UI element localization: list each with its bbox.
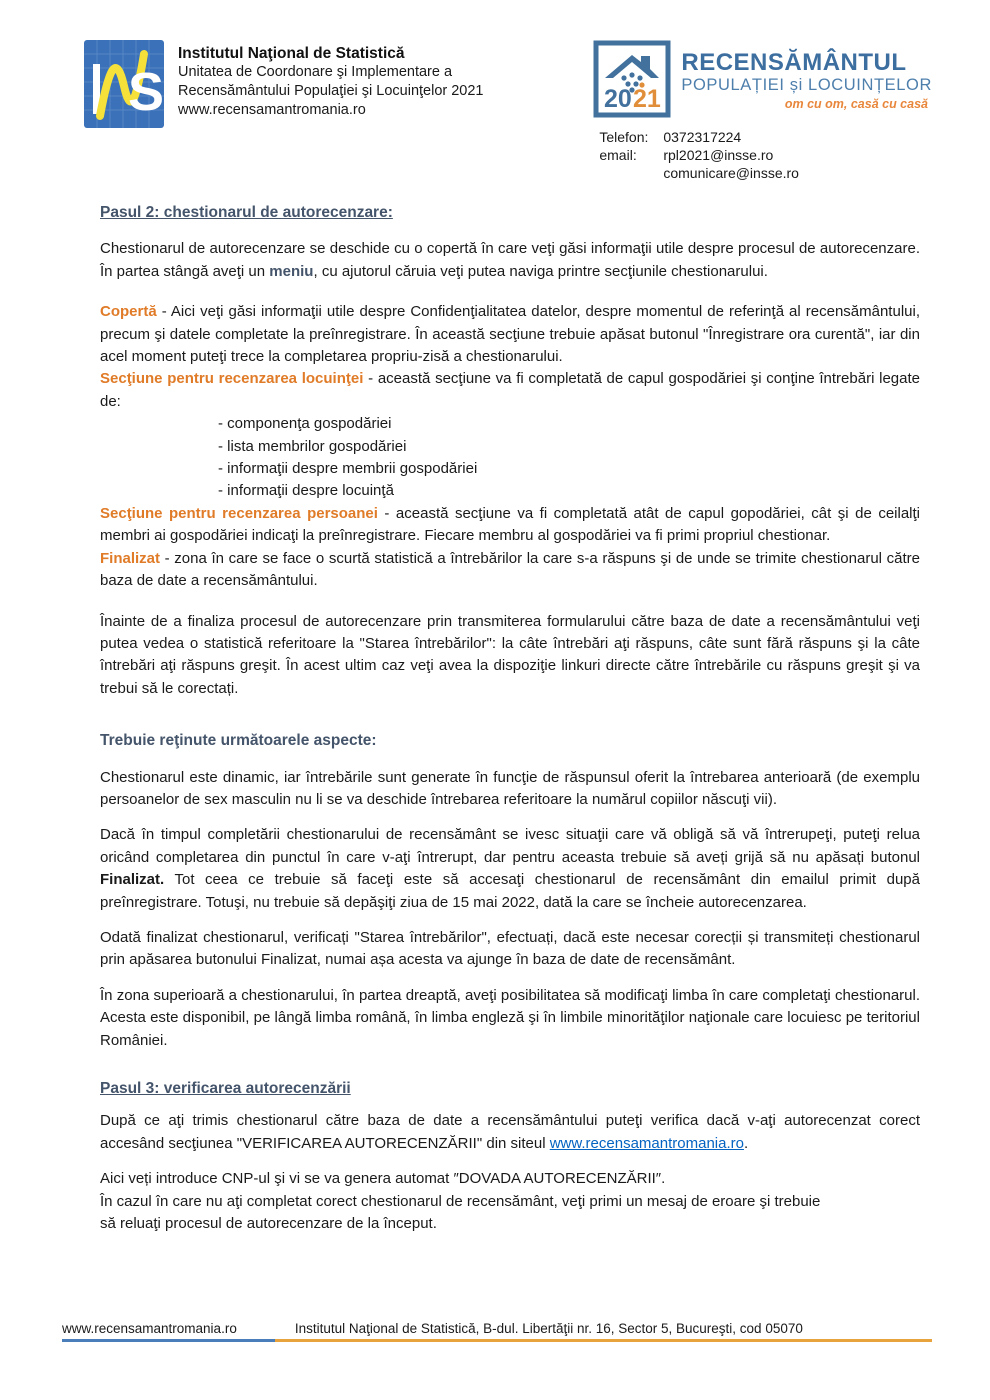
heading-step3: Pasul 3: verificarea autorecenzării	[100, 1080, 351, 1097]
email-address-1: rpl2021@insse.ro	[663, 147, 774, 163]
aspect-paragraph-4: În zona superioară a chestionarului, în partea dreaptă, aveţi posibilitatea să modificaţi limba în care completaţi chestionarul. Acesta este disponibil, pe lângă limba română, în limba engleză şi în limbile minorităţilor naţionale care locuiesc pe teritoriul României.	[100, 986, 920, 1049]
ins-header-text	[178, 40, 484, 182]
document-body	[0, 182, 990, 1235]
rpl-2021-logo-icon	[593, 40, 671, 118]
step3-paragraph-3a: În cazul în care nu aţi completat corect chestionarul de recensământ, veţi primi un mesaj de eroare şi trebuie	[100, 1192, 821, 1210]
aspect-paragraph-3: Odată finalizat chestionarul, verificați "Starea întrebărilor", efectuați, dacă este necesar corecții și transmiteți chestionarul prin apăsarea butonului Finalizat, numai așa acesta va ajunge în baza de date de recensământ.	[100, 928, 920, 969]
finalizat-bold-keyword: Finalizat.	[100, 871, 165, 889]
rpl-titles	[681, 40, 932, 111]
contact-block	[593, 128, 932, 182]
before-finalize-paragraph: Înainte de a finaliza procesul de autorecenzare prin transmiterea formularului către baza de date a recensământului veţi putea vedea o statistică referitoare la "Starea întrebărilor": la câte întrebări aţi răspuns, câte sunt fără răspuns şi la câte întrebări aţi răspuns greşit. În acest ultim caz veţi avea la dispoziţie linkuri directe către întrebările cu răspuns greşit şi va trebui să le corectați.	[100, 612, 920, 697]
section-finalizat	[100, 548, 920, 593]
step3-text-2: .	[743, 1134, 749, 1152]
rpl-subtitle: POPULAȚIEI și LOCUINȚELOR	[681, 76, 932, 94]
ins-header-block	[84, 40, 484, 182]
finalizat-text: - zona în care se face o scurtă statistică a întrebărilor la care s-a răspuns şi de unde se trimite chestionarul către baza de date a recensământului.	[100, 549, 920, 590]
locuinta-text: - această secţiune va fi completată de capul gospodăriei şi conţine întrebări legate de:	[100, 370, 920, 410]
finalizat-label: Finalizat	[100, 549, 161, 567]
rpl-header-block	[593, 40, 932, 182]
bullet-item: - componenţa gospodăriei	[218, 415, 392, 433]
bullet-item: - lista membrilor gospodăriei	[218, 437, 407, 455]
ins-line3: Recensământului Populaţiei şi Locuinţelor 2021	[178, 83, 484, 99]
page-footer	[62, 1321, 932, 1342]
heading-aspects: Trebuie reţinute următoarele aspecte:	[100, 732, 377, 750]
aspect-paragraph-1: Chestionarul este dinamic, iar întrebările sunt generate în funcţie de răspunsul oferit la întrebarea anterioară (de exemplu persoanelor de sex masculin nu li se va deschide întrebarea referitoare la numărul copiilor născuţi vii).	[100, 768, 920, 808]
rpl-tagline: om cu om, casă cu casă	[784, 97, 928, 111]
section-coperta	[100, 301, 920, 368]
step3-paragraph-2: Aici veți introduce CNP-ul şi vi se va genera automat ″DOVADA AUTORECENZĂRII″.	[100, 1170, 666, 1188]
coperta-text: - Aici veţi găsi informaţii utile despre Confidenţialitatea datelor, despre momentul de referinţă al recensământului, precum şi datele completate la preînregistrare. În această secţiune trebuie apăsat butonul "Înregistrare ora curentă", iar din acel moment puteţi trece la completarea propriu-zisă a chestionarului.	[100, 303, 920, 366]
page-header	[0, 0, 990, 182]
persoana-label: Secţiune pentru recenzarea persoanei	[100, 504, 378, 522]
section-locuinta	[100, 368, 920, 413]
locuinta-bullet-list	[100, 413, 920, 503]
footer-address: Institutul Naţional de Statistică, B-dul. Libertăţii nr. 16, Sector 5, Bucureşti, cod 05070	[294, 1321, 803, 1336]
step3-paragraph-3b: să reluaţi procesul de autorecenzare de la început.	[100, 1215, 437, 1233]
section-persoana	[100, 503, 920, 548]
bullet-item: - informaţii despre locuinţă	[218, 482, 394, 500]
aspect2-text-2: Tot ceea ce trebuie să faceţi este să accesaţi chestionarul de recensământ din emailul primit după preînregistrare. Totuşi, nu trebuie să depăşiţi ziua de 15 mai 2022, dată la care se încheie autorecenzarea.	[100, 871, 920, 911]
locuinta-label: Secţiune pentru recenzarea locuinţei	[100, 370, 364, 388]
footer-divider-line	[62, 1339, 932, 1342]
rpl-title: RECENSĂMÂNTUL	[681, 49, 907, 76]
phone-number: 0372317224	[663, 129, 742, 145]
ins-title: Institutul Naţional de Statistică	[178, 45, 405, 62]
intro-text-2: , cu ajutorul căruia veţi putea naviga printre secţiunile chestionarului.	[313, 262, 768, 280]
recensamant-link[interactable]: www.recensamantromania.ro	[549, 1134, 744, 1152]
step3-text-1: După ce aţi trimis chestionarul către baza de date a recensământului puteţi verifica dacă v-aţi autorecenzat corect accesând secţiunea "VERIFICAREA AUTORECENZĂRII" din siteul	[100, 1112, 920, 1152]
intro-text-1: Chestionarul de autorecenzare se deschide cu o copertă în care veţi găsi informaţii utile despre procesul de autorecenzare. În partea stângă aveţi un	[100, 240, 920, 280]
step3-paragraph-1	[100, 1110, 920, 1155]
rpl-logo-year-21: 21	[633, 85, 662, 113]
bullet-item: - informaţii despre membrii gospodăriei	[218, 460, 478, 478]
svg-text:S: S	[128, 62, 164, 122]
menu-keyword: meniu	[269, 262, 314, 280]
coperta-label: Copertă	[100, 303, 157, 321]
email-address-2: comunicare@insse.ro	[663, 165, 799, 181]
phone-label: Telefon:	[599, 129, 649, 145]
persoana-text: - această secţiune va fi completată atât de capul gopodăriei, cât şi de ceilalţi membri ai gospodăriei indicaţi la preînregistrare. Fiecare membru al gospodăriei va fi primi propriul chestionar.	[100, 504, 921, 545]
ins-line2: Unitatea de Coordonare şi Implementare a	[178, 64, 453, 80]
ins-url: www.recensamantromania.ro	[178, 102, 366, 118]
intro-paragraph	[100, 238, 920, 283]
ins-logo-icon	[84, 40, 164, 128]
aspect2-text-1: Dacă în timpul completării chestionarului de recensământ se ivesc situaţii care vă obligă să vă întrerupeţi, puteţi relua oricând completarea din punctul în care v-aţi întrerupt, dar pentru aceasta trebuie să aveți grijă să nu apăsați butonul	[100, 826, 920, 866]
footer-url: www.recensamantromania.ro	[62, 1321, 237, 1336]
heading-step2: Pasul 2: chestionarul de autorecenzare:	[100, 204, 393, 221]
aspect-paragraph-2	[100, 824, 920, 914]
email-label: email:	[599, 147, 637, 163]
rpl-logo-year-20: 20	[604, 85, 633, 113]
